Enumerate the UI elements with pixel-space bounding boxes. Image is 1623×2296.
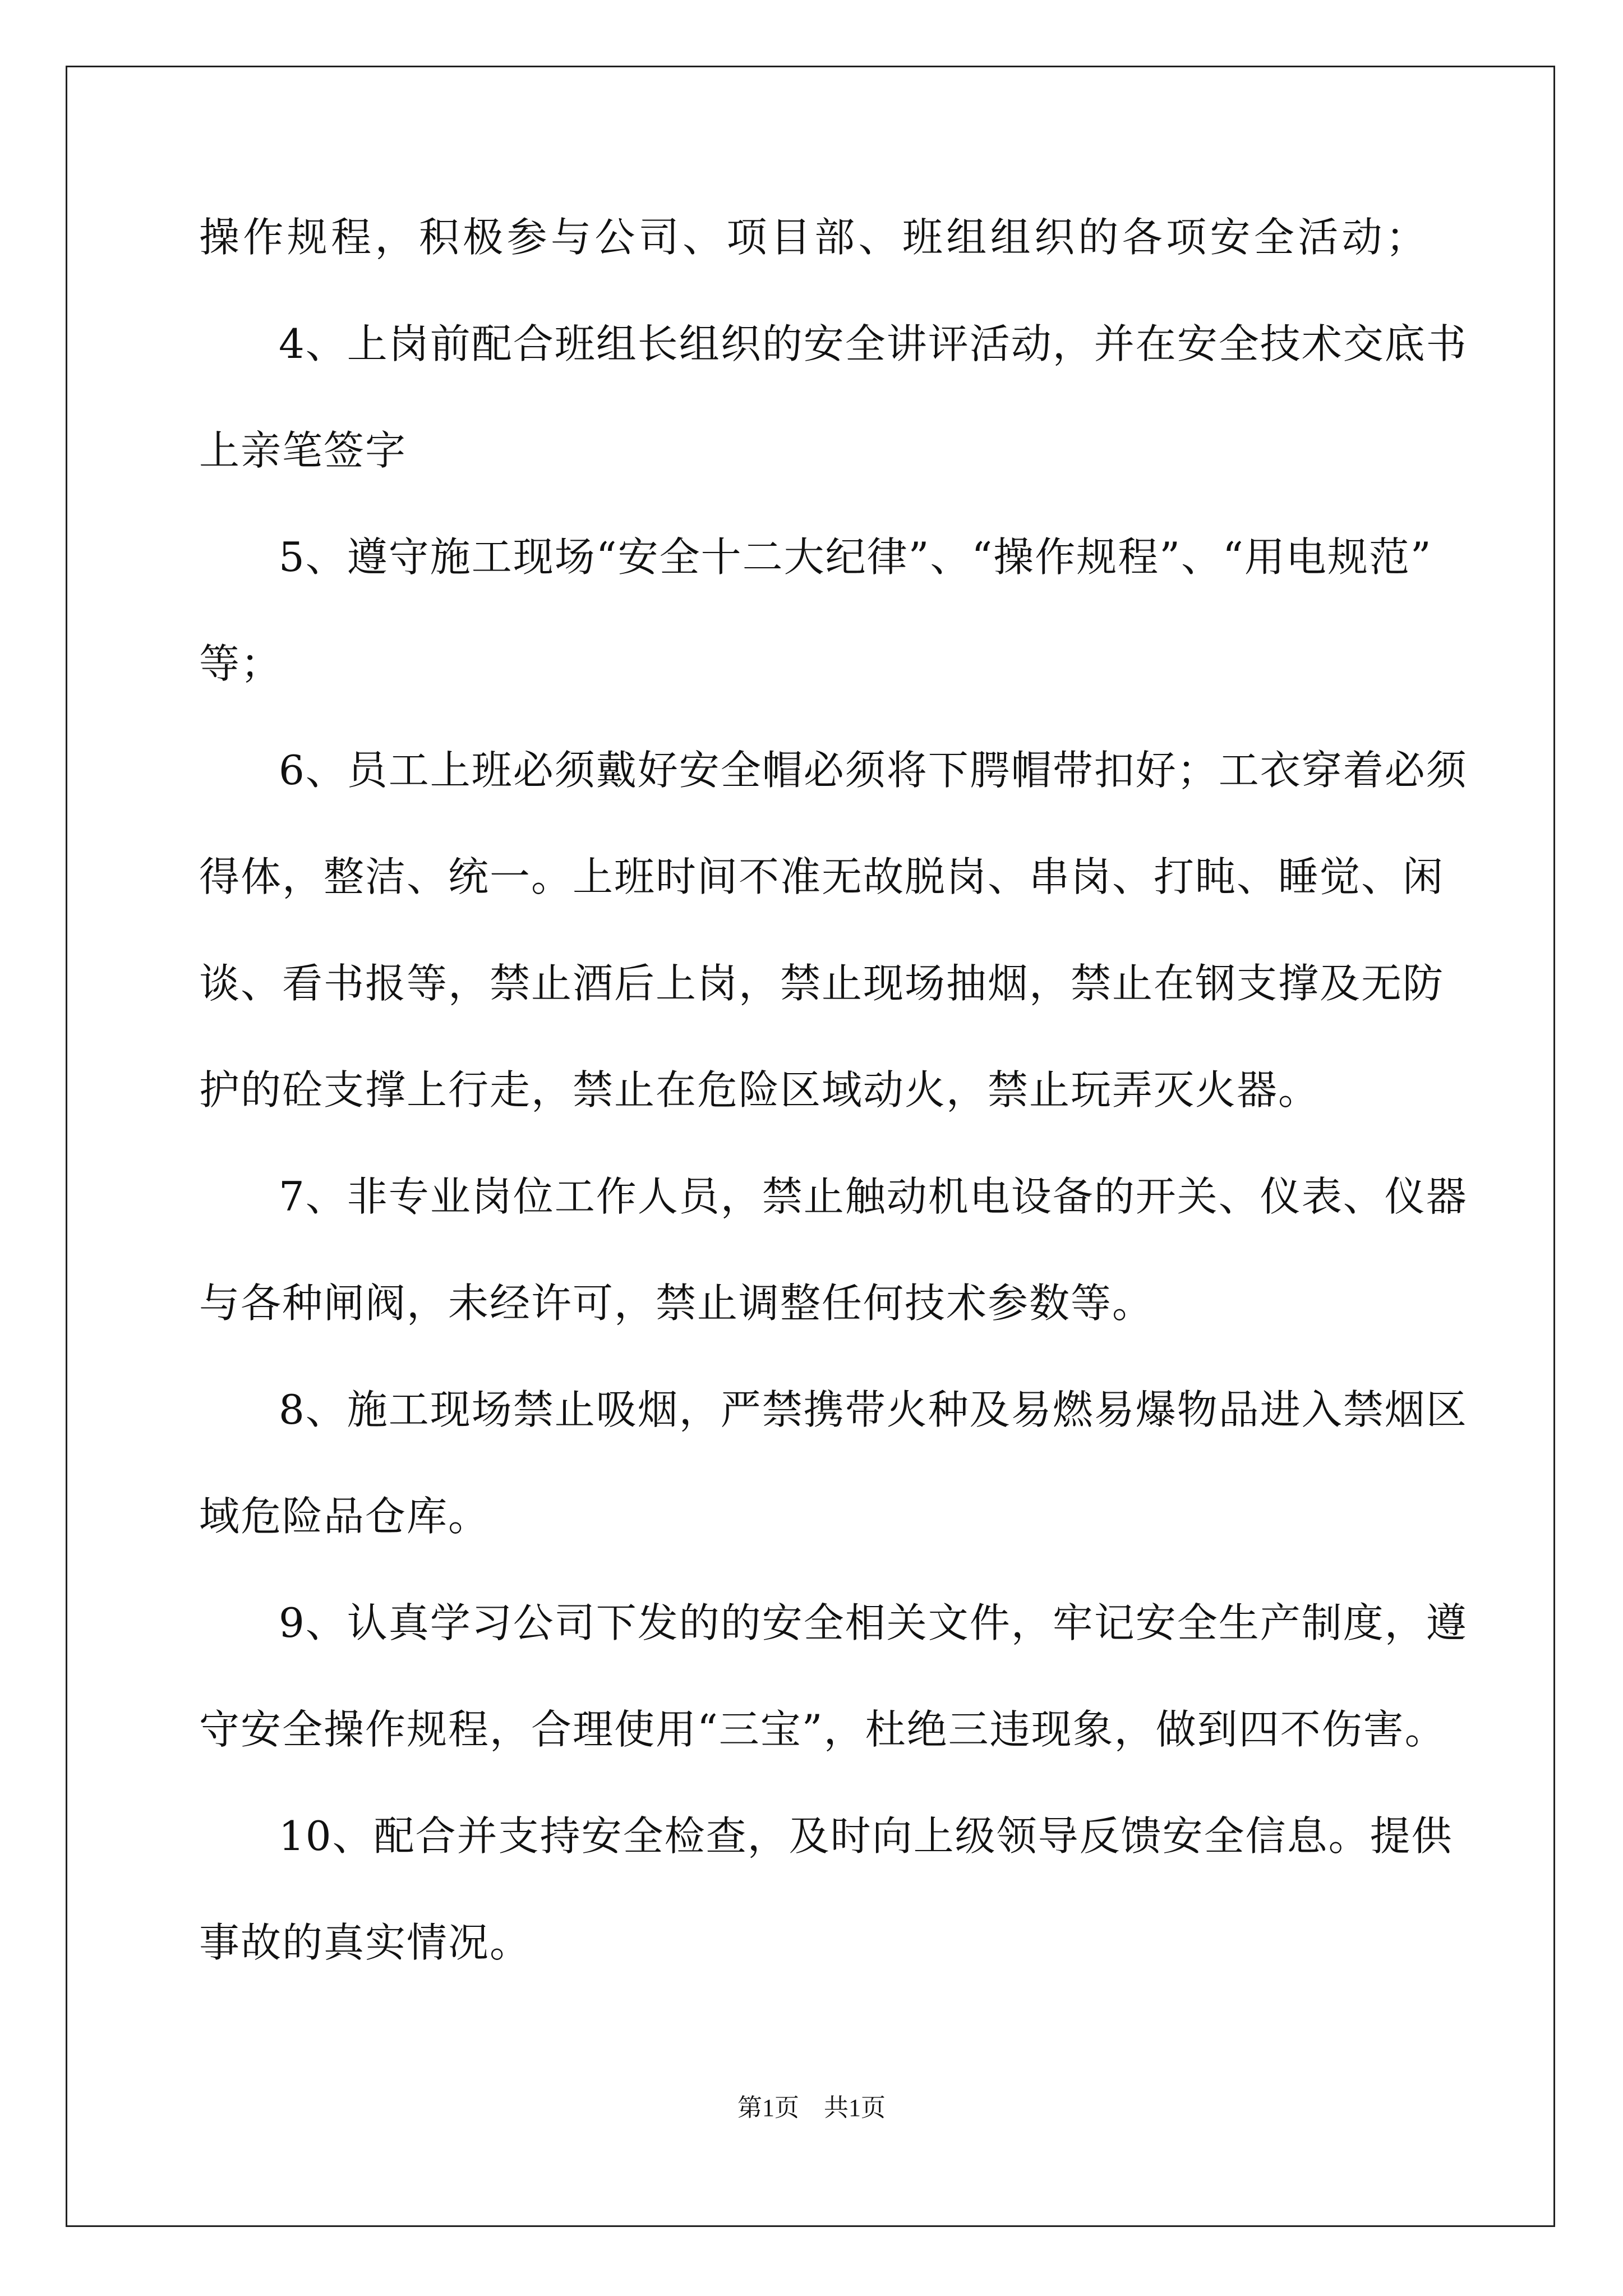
text-line: 10、配合并支持安全检查，及时向上级领导反馈安全信息。提供: [279, 1812, 1453, 1860]
text-line: 5、遵守施工现场“安全十二大纪律”、“操作规程”、“用电规范”: [279, 533, 1432, 581]
text-line: 谈、看书报等，禁止酒后上岗，禁止现场抽烟，禁止在钢支撑及无防: [199, 960, 1445, 1007]
text-line: 操作规程，积极参与公司、项目部、班组组织的各项安全活动；: [199, 214, 1427, 261]
text-line: 7、非专业岗位工作人员，禁止触动机电设备的开关、仪表、仪器: [279, 1173, 1468, 1220]
text-line: 守安全操作规程，合理使用“三宝”，杜绝三违现象，做到四不伤害。: [199, 1706, 1446, 1753]
text-line: 上亲笔签字: [199, 427, 407, 474]
page-total: 共1页: [824, 2094, 886, 2122]
text-line: 得体，整洁、统一。上班时间不准无故脱岗、串岗、打盹、睡觉、闲: [199, 853, 1445, 900]
page-border: [66, 66, 1555, 2227]
page-number: 第1页: [737, 2094, 799, 2122]
text-line: 等；: [199, 640, 283, 687]
text-line: 8、施工现场禁止吸烟，严禁携带火种及易燃易爆物品进入禁烟区: [279, 1386, 1468, 1433]
text-line: 护的砼支撑上行走，禁止在危险区域动火，禁止玩弄灭火器。: [199, 1066, 1320, 1114]
text-line: 与各种闸阀，未经许可，禁止调整任何技术参数等。: [199, 1280, 1154, 1327]
text-line: 6、员工上班必须戴好安全帽必须将下腭帽带扣好；工衣穿着必须: [279, 747, 1468, 794]
text-line: 域危险品仓库。: [199, 1493, 490, 1540]
text-line: 事故的真实情况。: [199, 1919, 532, 1966]
text-line: 9、认真学习公司下发的的安全相关文件，牢记安全生产制度，遵: [279, 1599, 1468, 1646]
page-footer: [0, 2091, 1623, 2125]
text-line: 4、上岗前配合班组长组织的安全讲评活动，并在安全技术交底书: [279, 320, 1468, 367]
